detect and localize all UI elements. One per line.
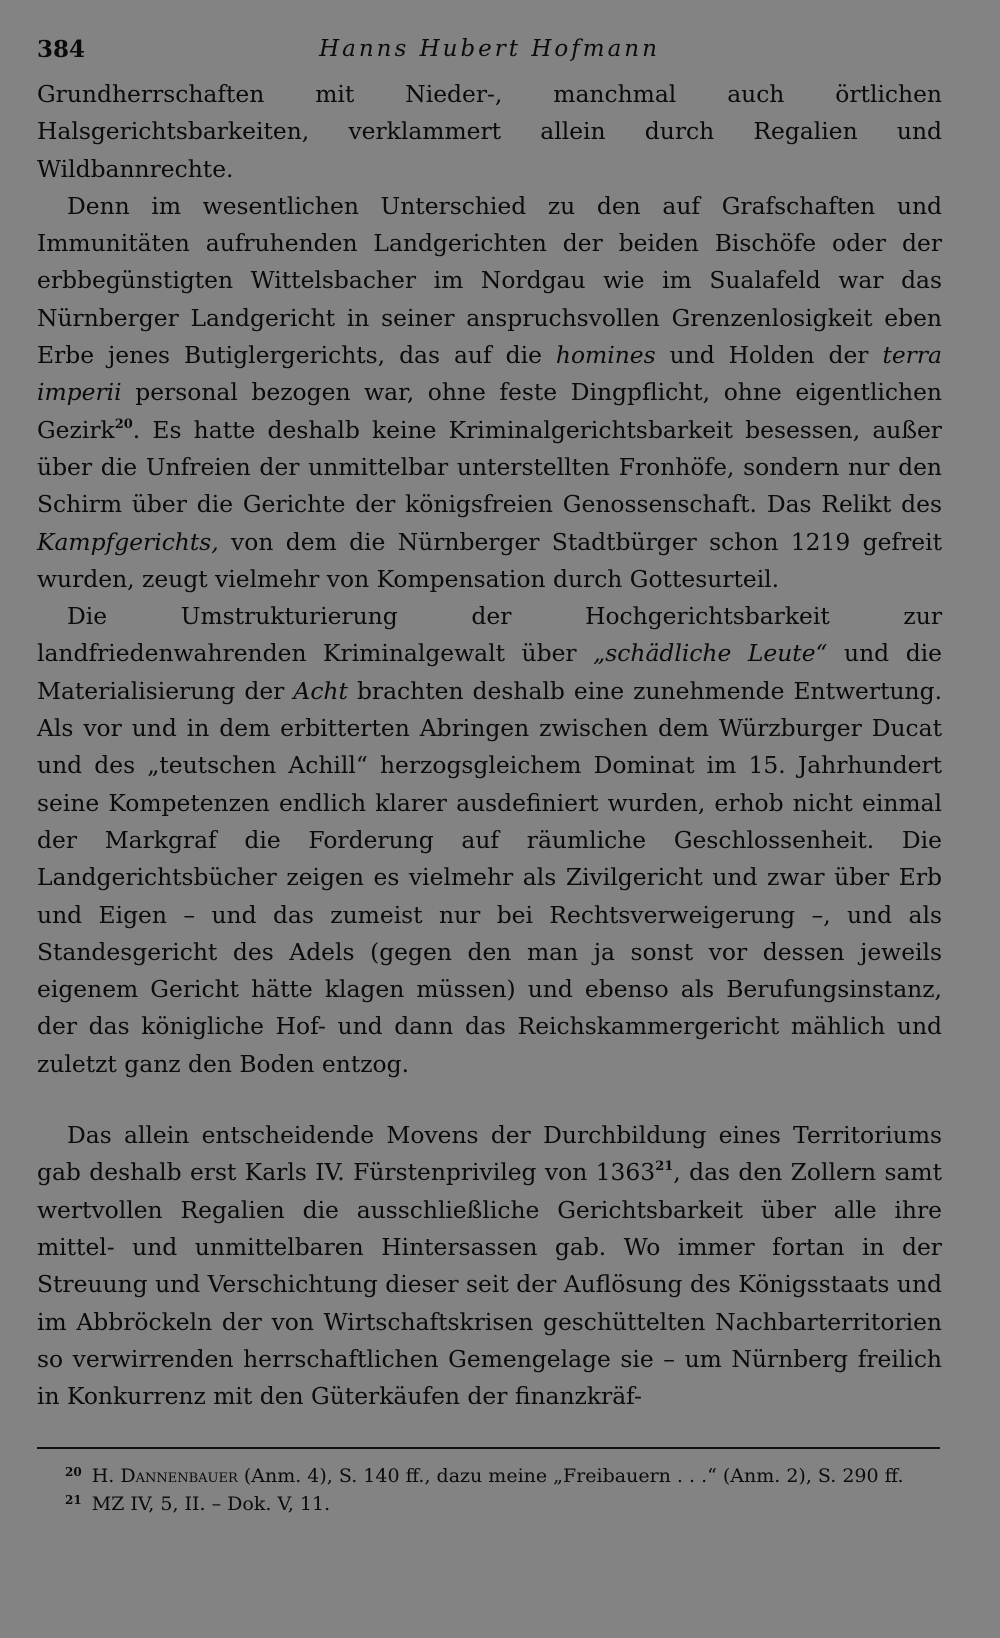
- paragraph-3-text-c: brachten deshalb eine zunehmende Entwertung. Als vor und in dem erbitterten Abringen zwischen dem Würzburger Ducat und des „teutschen Achill“ herzogsgleichem Dominat im 15. Jahrhundert seine Kompetenzen endlich klarer ausdefiniert wurden, erhob nicht einmal der Markgraf die Forderung auf räumliche Geschlossenheit. Die Landgerichtsbücher zeigen es vielmehr als Zivilgericht und zwar über Erb und Eigen – und das zumeist nur bei Rechtsverweigerung –, und als Standesgericht des Adels (gegen den man ja sonst vor dessen jeweils eigenem Gericht hätte klagen müssen) und ebenso als Berufungsinstanz, der das königliche Hof- und dann das Reichskammergericht mählich und zuletzt ganz den Boden entzog.: [37, 676, 943, 1078]
- footnote-21-mark: 21: [65, 1492, 82, 1507]
- running-head: Hanns Hubert Hofmann: [319, 36, 660, 62]
- page-header: [37, 36, 942, 76]
- paragraph-2: [37, 188, 942, 598]
- term-acht: Acht: [293, 676, 348, 705]
- page-number: 384: [37, 36, 86, 63]
- footnote-rule: [37, 1447, 940, 1449]
- paragraph-1-text: Grundherrschaften mit Nieder-, manchmal auch örtlichen Halsgerichtsbarkeiten, verklammert allein durch Regalien und Wildbannrechte.: [37, 80, 942, 183]
- paragraph-2-text-c: personal bezogen war, ohne feste Dingpflicht, ohne eigentlichen Gezirk: [37, 378, 942, 444]
- paragraph-4: [37, 1117, 942, 1415]
- paragraph-2-text-d: . Es hatte deshalb keine Kriminalgerichtsbarkeit besessen, außer über die Unfreien der unmittelbar unterstellten Fronhöfe, sondern nur den Schirm über die Gerichte der königsfreien Genossenschaft. Das Relikt des: [37, 415, 942, 519]
- footnote-21-text: MZ IV, 5, II. – Dok. V, 11.: [91, 1492, 331, 1515]
- paragraph-4-text-b: , das den Zollern samt wertvollen Regalien die ausschließliche Gerichtsbarkeit über alle ihre mittel- und unmittelbaren Hintersassen gab. Wo immer fortan in der Streuung und Verschichtung dieser seit der Auflösung des Königsstaats und im Abbröckeln der von Wirtschaftskrisen geschüttelten Nachbarterritorien so verwirrenden herrschaftlichen Gemengelage sie – um Nürnberg freilich in Konkurrenz mit den Güterkäufen der finanzkräf-: [37, 1158, 942, 1411]
- footnote-ref-20[interactable]: 20: [114, 416, 133, 432]
- document-page: [37, 36, 942, 1518]
- term-schaedliche-leute: „schädliche Leute“: [593, 639, 828, 668]
- term-homines: homines: [555, 341, 656, 370]
- body-text: [37, 76, 942, 1415]
- paragraph-2-text-e: von dem die Nürnberger Stadtbürger schon 1219 gefreit wurden, zeugt vielmehr von Kompensation durch Gottesurteil.: [37, 527, 942, 593]
- section-gap: [37, 1083, 942, 1117]
- term-kampfgerichts: Kampfgerichts,: [37, 527, 219, 556]
- footnote-20-text-a: H.: [91, 1465, 121, 1488]
- footnotes: [37, 1463, 942, 1518]
- paragraph-2-text-b: und Holden der: [655, 341, 883, 370]
- paragraph-4-text-a: Das allein entscheidende Movens der Durchbildung eines Territoriums gab deshalb erst Karls IV. Fürstenprivileg von 1363: [37, 1121, 942, 1187]
- footnote-20-mark: 20: [65, 1465, 82, 1480]
- footnote-ref-21[interactable]: 21: [655, 1159, 674, 1175]
- paragraph-2-text-a: Denn im wesentlichen Unterschied zu den auf Grafschaften und Immunitäten aufruhenden Landgerichten der beiden Bischöfe oder der erbbegünstigten Wittelsbacher im Nordgau wie im Sualafeld war das Nürnberger Landgericht in seiner anspruchsvollen Grenzenlosigkeit eben Erbe jenes Butiglergerichts, das auf die: [37, 191, 942, 370]
- paragraph-3: [37, 598, 942, 1083]
- footnote-20-text-b: (Anm. 4), S. 140 ff., dazu meine „Freibauern . . .“ (Anm. 2), S. 290 ff.: [237, 1465, 904, 1488]
- paragraph-3-text-b: und die Materialisierung der: [37, 639, 942, 705]
- paragraph-1: [37, 76, 942, 188]
- term-terra-imperii: terra imperii: [37, 341, 942, 407]
- footnote-20: [37, 1463, 942, 1491]
- footnote-21: [37, 1491, 942, 1519]
- paragraph-3-text-a: Die Umstrukturierung der Hochgerichtsbarkeit zur landfriedenwahrenden Kriminalgewalt über: [37, 602, 942, 668]
- footnote-20-author: Dannenbauer: [120, 1465, 238, 1488]
